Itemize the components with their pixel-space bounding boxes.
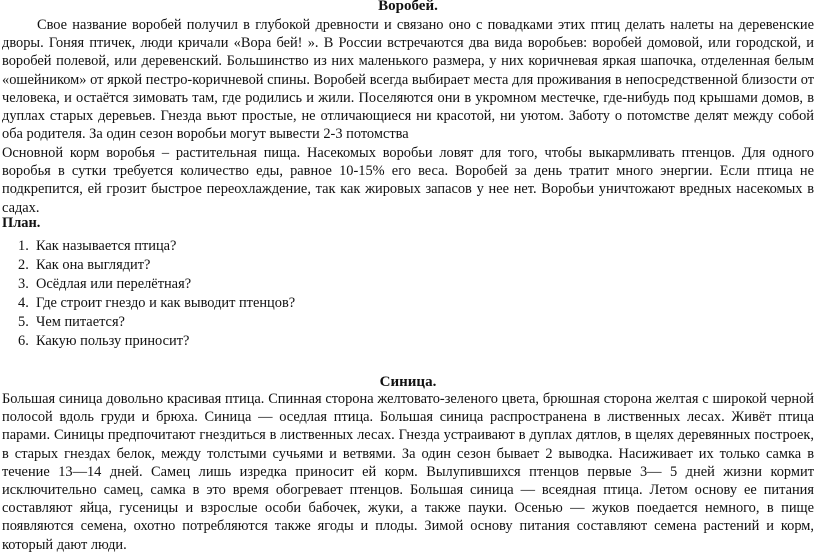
plan-item-text: Осёдлая или перелётная? [36,276,192,292]
plan-item-text: Какую пользу приносит? [36,333,190,349]
plan-item-number: 6. [18,333,29,349]
plan-heading: План. [2,215,41,231]
plan-item-number: 1. [18,238,29,254]
titmouse-title: Синица. [379,374,437,390]
plan-item-number: 5. [18,314,29,330]
titmouse-paragraph: Большая синица довольно красивая птица. Спинная сторона желтовато-зеленого цвета, брюшная сторона желтая с широкой черной полосой вдоль груди и брюха. Синица — оседлая птица. Большая синица распространена в лиственных лесах. Живёт птица парами. Синицы предпочитают гнездиться в лиственных лесах. Гнезда устраивают в дуплах дятлов, в щелях деревянных построек, в старых гнездах белок, между толстыми сучьями и ветвями. За один сезон бывает 2 выводка. Насиживает их только самка в течение 13—14 дней. Самец лишь изредка приносит ей корм. Вылупившихся птенцов первые 3— 5 дней жизни кормит исключительно самец, самка в это время обогревает птенцов. Большая синица — всеядная птица. Летом основу ее питания составляют яйца, гусеницы и взрослые особи бабочек, жуки, а также пауки. Осенью — жуков поедается немного, в пище появляются семена, охотно потребляются также ягоды и плоды. Зимой основу питания составляют семена растений и корм, который дают люди. [2,391,814,553]
plan-item-number: 3. [18,276,29,292]
plan-item-text: Как она выглядит? [36,257,151,273]
plan-item [18,313,295,332]
plan-item-number: 2. [18,257,29,273]
plan-item [18,256,295,275]
plan-item [18,237,295,256]
plan-item-text: Как называется птица? [36,238,177,254]
plan-item [18,294,295,313]
plan-item-text: Чем питается? [36,314,125,330]
sparrow-paragraph-2: Основной корм воробья – растительная пища. Насекомых воробьи ловят для того, чтобы выкармливать птенцов. Для одного воробья в сутки требуется количество еды, равное 10-15% его веса. Воробей за день тратит много энергии. Если птица не подкрепится, ей грозит быстрое переохлаждение, так как жировых запасов у нее нет. Воробьи уничтожают вредных насекомых в садах. [2,145,814,216]
sparrow-paragraph-1: Свое название воробей получил в глубокой древности и связано оно с повадками этих птиц делать налеты на деревенские дворы. Гоняя птичек, люди кричали «Вора бей! ». В России встречаются два вида воробьев: воробей домовой, или городской, и воробей полевой, или деревенский. Большинство из них маленького размера, у них коричневая яркая шапочка, отделенная белым «ошейником» от яркой пестро-коричневой спины. Воробей всегда выбирает места для проживания в непосредственной близости от человека, и остаётся зимовать там, где родились и жили. Поселяются они в укромном местечке, где-нибудь под крышами домов, в дуплах старых деревьев. Гнезда вьют простые, не отличающиеся ни красотой, ни уютом. Заботу о потомстве делят между собой оба родителя. За один сезон воробьи могут вывести 2-3 потомства [2,17,814,143]
plan-list [18,237,295,351]
plan-item-text: Где строит гнездо и как выводит птенцов? [36,295,296,311]
plan-item [18,332,295,351]
plan-item [18,275,295,294]
sparrow-title: Воробей. [378,0,438,14]
plan-item-number: 4. [18,295,29,311]
